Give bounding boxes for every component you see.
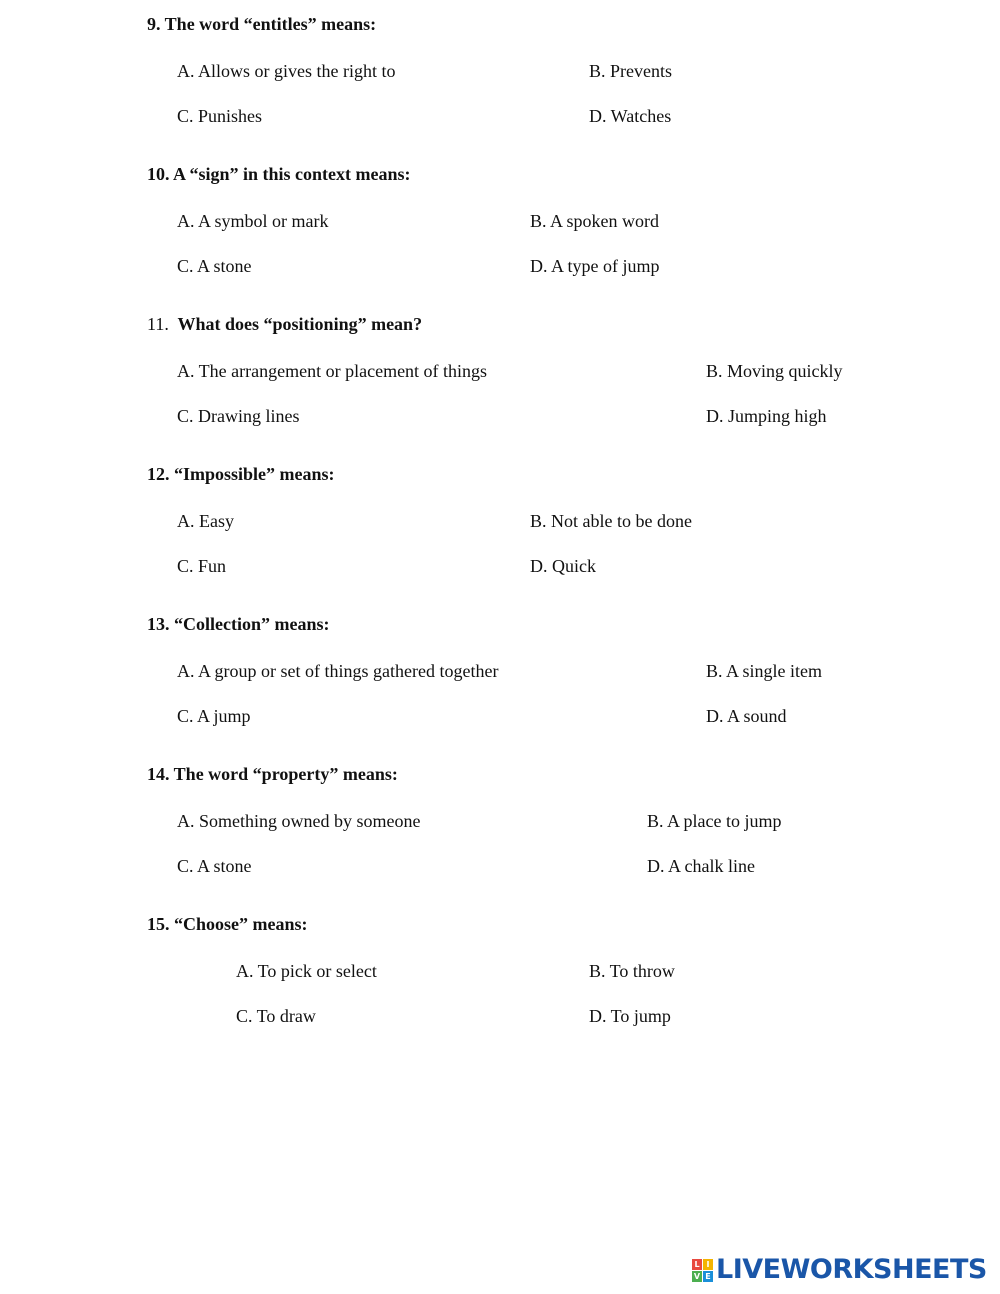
question-11-option-b[interactable]: B. Moving quickly — [706, 361, 843, 381]
question-12-option-a[interactable]: A. Easy — [177, 511, 234, 531]
question-10-option-d[interactable]: D. A type of jump — [530, 256, 660, 276]
question-10-option-a[interactable]: A. A symbol or mark — [177, 211, 329, 231]
question-15-option-b[interactable]: B. To throw — [589, 961, 675, 981]
question-15-title: 15. “Choose” means: — [147, 914, 308, 934]
question-13-option-b[interactable]: B. A single item — [706, 661, 823, 681]
logo-text: LIVEWORKSHEETS — [716, 1254, 987, 1285]
question-13-title: 13. “Collection” means: — [147, 614, 330, 634]
logo-mark-letter-e: E — [703, 1271, 713, 1282]
question-10-option-c[interactable]: C. A stone — [177, 256, 252, 276]
question-11-option-d[interactable]: D. Jumping high — [706, 406, 827, 426]
question-15-option-c[interactable]: C. To draw — [236, 1006, 316, 1026]
question-11-option-c[interactable]: C. Drawing lines — [177, 406, 300, 426]
question-15-option-d[interactable]: D. To jump — [589, 1006, 671, 1026]
question-11-number: 11. — [147, 314, 169, 334]
question-14-option-d[interactable]: D. A chalk line — [647, 856, 755, 876]
question-9-title: 9. The word “entitles” means: — [147, 14, 377, 34]
question-9-option-d[interactable]: D. Watches — [589, 106, 672, 126]
question-9-option-b[interactable]: B. Prevents — [589, 61, 672, 81]
question-10-title: 10. A “sign” in this context means: — [147, 164, 411, 184]
liveworksheets-logo — [692, 1253, 987, 1287]
question-10-option-b[interactable]: B. A spoken word — [530, 211, 660, 231]
question-14-option-a[interactable]: A. Something owned by someone — [177, 811, 421, 831]
question-11-option-a[interactable]: A. The arrangement or placement of things — [177, 361, 488, 381]
question-9-option-a[interactable]: A. Allows or gives the right to — [177, 61, 396, 81]
question-12-option-c[interactable]: C. Fun — [177, 556, 227, 576]
question-9-option-c[interactable]: C. Punishes — [177, 106, 263, 126]
logo-mark-letter-v: V — [693, 1271, 701, 1281]
logo-mark-icon — [692, 1259, 713, 1282]
question-11-text: What does “positioning” mean? — [177, 314, 423, 334]
question-13-option-d[interactable]: D. A sound — [706, 706, 787, 726]
question-14-option-c[interactable]: C. A stone — [177, 856, 252, 876]
question-11-title — [147, 313, 422, 335]
question-12-option-d[interactable]: D. Quick — [530, 556, 596, 576]
question-12-option-b[interactable]: B. Not able to be done — [530, 511, 692, 531]
question-14-option-b[interactable]: B. A place to jump — [647, 811, 782, 831]
logo-mark-letter-i: I — [703, 1259, 713, 1270]
logo-mark-letter-l: L — [692, 1259, 702, 1270]
question-13-option-c[interactable]: C. A jump — [177, 706, 251, 726]
question-12-title: 12. “Impossible” means: — [147, 464, 335, 484]
question-14-title: 14. The word “property” means: — [147, 764, 398, 784]
question-13-option-a[interactable]: A. A group or set of things gathered together — [177, 661, 499, 681]
question-15-option-a[interactable]: A. To pick or select — [236, 961, 377, 981]
